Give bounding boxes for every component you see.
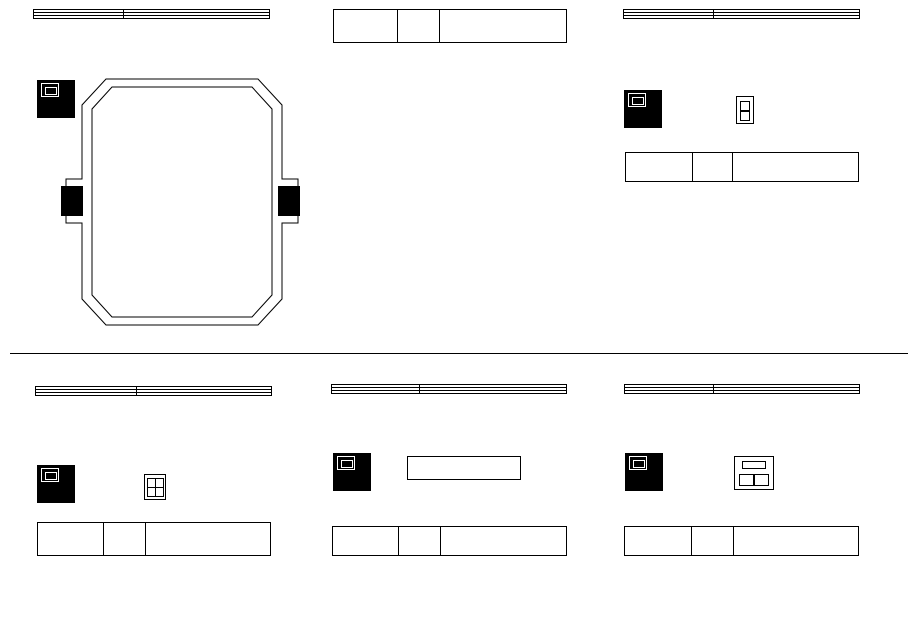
e30-color [124, 16, 270, 19]
e36-connector-info [623, 9, 860, 19]
label-connector-color [332, 391, 420, 394]
col-color-of-wire [692, 527, 734, 556]
e46-connector-face [407, 456, 521, 480]
e30-terminal-table [333, 9, 567, 43]
col-color-of-wire [398, 10, 440, 43]
e30-connector-info [33, 9, 270, 19]
e38-connector-info [35, 386, 272, 396]
e50-terminal-table [624, 526, 859, 556]
e46-connector-info [331, 384, 567, 394]
e38-connector-face [144, 474, 166, 500]
e46-color [420, 391, 567, 394]
e50-color [714, 391, 860, 394]
e50-connector-info [624, 384, 860, 394]
e30-right-latch [278, 186, 300, 216]
section-divider [10, 353, 908, 354]
e50-pin [754, 474, 769, 486]
col-terminal-no [334, 10, 398, 43]
e36-color [714, 16, 860, 19]
e38-pin [155, 487, 164, 497]
col-terminal-no [625, 527, 692, 556]
col-signal-name [440, 10, 567, 43]
col-signal-name [734, 527, 859, 556]
col-color-of-wire [693, 153, 733, 182]
e50-pin [739, 474, 754, 486]
col-color-of-wire [399, 527, 441, 556]
label-connector-color [36, 393, 137, 396]
e36-pin [740, 111, 750, 121]
e38-color [137, 393, 272, 396]
label-connector-color [624, 16, 714, 19]
col-signal-name [733, 153, 859, 182]
e36-pin [740, 101, 750, 111]
e38-terminal-table [37, 522, 271, 556]
e36-connector-face [736, 96, 754, 124]
hs-icon [624, 90, 662, 128]
col-terminal-no [333, 527, 399, 556]
e46-terminal-table [332, 526, 567, 556]
label-connector-color [34, 16, 124, 19]
col-terminal-no [38, 523, 104, 556]
hs-icon [333, 453, 371, 491]
col-color-of-wire [104, 523, 146, 556]
e30-connector-outline [58, 75, 308, 330]
label-connector-color [625, 391, 714, 394]
e50-latch [742, 461, 766, 469]
col-signal-name [441, 527, 567, 556]
col-terminal-no [626, 153, 693, 182]
e30-left-latch [61, 186, 83, 216]
col-signal-name [146, 523, 271, 556]
e50-connector-face [734, 456, 774, 490]
e36-terminal-table [625, 152, 859, 182]
hs-icon [625, 453, 663, 491]
hs-icon [37, 465, 75, 503]
